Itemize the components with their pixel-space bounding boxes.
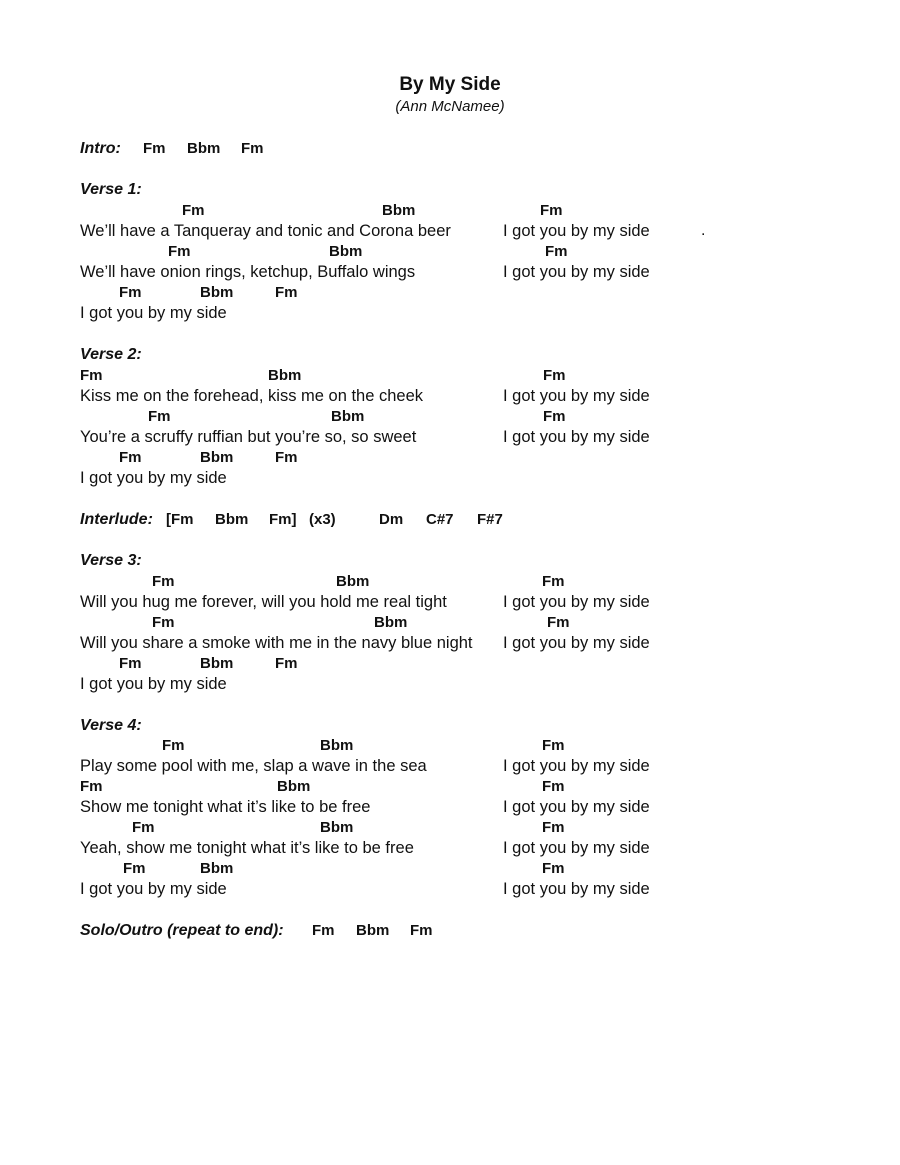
verse3-line3-chord: Fm <box>119 655 142 672</box>
intro-chord: Bbm <box>187 140 221 157</box>
song-author: (Ann McNamee) <box>395 98 505 115</box>
verse2-line1-chord: Fm <box>543 367 566 384</box>
verse4-line3-lyric: Yeah, show me tonight what it’s like to be free <box>80 839 414 857</box>
verse3-line1-chord: Bbm <box>336 573 370 590</box>
interlude-chord: [Fm <box>166 511 194 528</box>
verse4-line3-chord: Fm <box>542 819 565 836</box>
verse4-line2-refrain: I got you by my side <box>503 798 650 816</box>
verse4-line1-refrain: I got you by my side <box>503 757 650 775</box>
verse2-line2-chord: Fm <box>148 408 171 425</box>
verse3-line1-chord: Fm <box>542 573 565 590</box>
verse4-line4-chord: Fm <box>123 860 146 877</box>
interlude-chord: Dm <box>379 511 404 528</box>
verse1-line3-chord: Fm <box>275 284 298 301</box>
verse2-line1-refrain: I got you by my side <box>503 387 650 405</box>
interlude-repeat: (x3) <box>309 511 336 528</box>
verse4-line2-lyric: Show me tonight what it’s like to be free <box>80 798 371 816</box>
verse2-line3-chord: Fm <box>275 449 298 466</box>
verse2-line2-refrain: I got you by my side <box>503 428 650 446</box>
song-title: By My Side <box>399 74 501 95</box>
verse1-line2-chord: Bbm <box>329 243 363 260</box>
verse3-line2-refrain: I got you by my side <box>503 634 650 652</box>
verse3-line2-chord: Bbm <box>374 614 408 631</box>
verse4-line1-lyric: Play some pool with me, slap a wave in the sea <box>80 757 427 775</box>
interlude-chord: Bbm <box>215 511 249 528</box>
verse3-line3-chord: Fm <box>275 655 298 672</box>
verse3-line1-chord: Fm <box>152 573 175 590</box>
verse1-line2-chord: Fm <box>168 243 191 260</box>
verse4-line1-chord: Bbm <box>320 737 354 754</box>
verse4-line4-lyric: I got you by my side <box>80 880 227 898</box>
verse1-line3-lyric: I got you by my side <box>80 304 227 322</box>
outro-chord: Bbm <box>356 922 390 939</box>
verse2-label: Verse 2: <box>80 346 142 363</box>
verse4-line1-chord: Fm <box>162 737 185 754</box>
outro-chord: Fm <box>312 922 335 939</box>
verse3-line1-lyric: Will you hug me forever, will you hold me real tight <box>80 593 447 611</box>
verse2-line3-chord: Fm <box>119 449 142 466</box>
verse1-line1-chord: Bbm <box>382 202 416 219</box>
verse3-line2-chord: Fm <box>152 614 175 631</box>
verse4-line4-chord: Bbm <box>200 860 234 877</box>
verse4-line3-chord: Bbm <box>320 819 354 836</box>
verse1-line1-trail: . <box>701 222 706 239</box>
verse4-line3-chord: Fm <box>132 819 155 836</box>
verse3-line3-lyric: I got you by my side <box>80 675 227 693</box>
outro-chord: Fm <box>410 922 433 939</box>
verse2-line1-chord: Fm <box>80 367 103 384</box>
verse2-line1-chord: Bbm <box>268 367 302 384</box>
verse1-label: Verse 1: <box>80 181 142 198</box>
verse3-line1-refrain: I got you by my side <box>503 593 650 611</box>
verse1-line2-refrain: I got you by my side <box>503 263 650 281</box>
verse4-line2-chord: Fm <box>542 778 565 795</box>
verse2-line3-lyric: I got you by my side <box>80 469 227 487</box>
verse2-line3-chord: Bbm <box>200 449 234 466</box>
verse1-line1-lyric: We’ll have a Tanqueray and tonic and Corona beer <box>80 222 451 240</box>
verse2-line1-lyric: Kiss me on the forehead, kiss me on the cheek <box>80 387 424 405</box>
verse4-line2-chord: Bbm <box>277 778 311 795</box>
verse4-label: Verse 4: <box>80 717 142 734</box>
verse4-line3-refrain: I got you by my side <box>503 839 650 857</box>
verse2-line2-chord: Fm <box>543 408 566 425</box>
verse2-line2-chord: Bbm <box>331 408 365 425</box>
verse3-line3-chord: Bbm <box>200 655 234 672</box>
verse4-line1-chord: Fm <box>542 737 565 754</box>
verse1-line3-chord: Bbm <box>200 284 234 301</box>
interlude-chord: F#7 <box>477 511 503 528</box>
verse1-line2-chord: Fm <box>545 243 568 260</box>
verse3-line2-chord: Fm <box>547 614 570 631</box>
outro-label: Solo/Outro (repeat to end): <box>80 922 284 939</box>
verse3-line2-lyric: Will you share a smoke with me in the navy blue night <box>80 634 473 652</box>
verse4-line4-refrain: I got you by my side <box>503 880 650 898</box>
interlude-chord: Fm] <box>269 511 297 528</box>
verse1-line2-lyric: We’ll have onion rings, ketchup, Buffalo wings <box>80 263 416 281</box>
verse1-line1-chord: Fm <box>182 202 205 219</box>
interlude-chord: C#7 <box>426 511 454 528</box>
verse3-label: Verse 3: <box>80 552 142 569</box>
verse1-line1-chord: Fm <box>540 202 563 219</box>
verse4-line4-chord: Fm <box>542 860 565 877</box>
intro-label: Intro: <box>80 140 121 157</box>
verse1-line3-chord: Fm <box>119 284 142 301</box>
verse4-line2-chord: Fm <box>80 778 103 795</box>
intro-chord: Fm <box>143 140 166 157</box>
interlude-label: Interlude: <box>80 511 153 528</box>
verse2-line2-lyric: You’re a scruffy ruffian but you’re so, so sweet <box>80 428 417 446</box>
verse1-line1-refrain: I got you by my side <box>503 222 650 240</box>
intro-chord: Fm <box>241 140 264 157</box>
